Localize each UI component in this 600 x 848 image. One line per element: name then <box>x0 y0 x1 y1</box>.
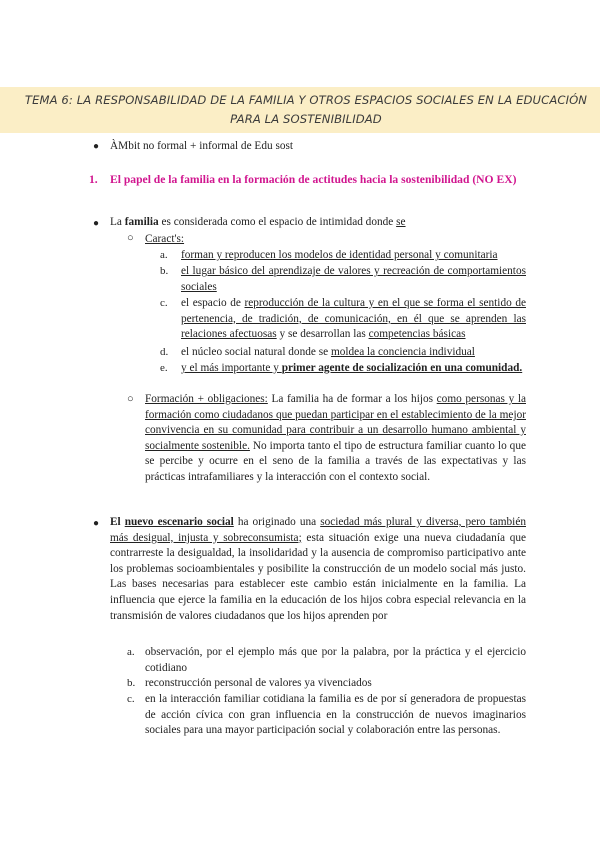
bullet-dot: ● <box>93 141 100 152</box>
item-d-pre: el núcleo social natural donde se <box>181 346 331 358</box>
familia-intro <box>110 215 530 231</box>
item-c-under: reproducción de la cultura y en el que se forma el sentido de pertenencia, de tradición, de comunicación, en él que se aprenden las relaciones afectuosas <box>181 297 526 341</box>
list-label-c: c. <box>160 297 168 309</box>
familia-bold: familia <box>124 216 159 228</box>
list-label-a: a. <box>127 646 135 658</box>
escenario-b1: El <box>110 516 125 528</box>
list-label-b: b. <box>160 265 169 277</box>
list-label-a: a. <box>160 249 168 261</box>
item-c-pre: el espacio de <box>181 297 245 309</box>
escenario-u1: sociedad más plural y diversa, pero también más desigual, injusta y sobreconsumista; <box>110 516 526 544</box>
formacion-paragraph <box>145 392 526 486</box>
formacion-t2: No importa tanto el tipo de estructura familiar cuanto lo que se percibe y ocurre en el seno de la familia a través de las expectativas y las prácticas intrafamiliares y la interacción con el contexto social. <box>145 439 526 483</box>
familia-rest: es considerada como el espacio de intimidad donde <box>158 216 397 228</box>
escenario-item-a: observación, por el ejemplo más que por la palabra, por la práctica y el ejercicio cotidiano <box>145 646 526 674</box>
formacion-label: Formación + obligaciones: <box>145 393 268 405</box>
bullet-dot: ● <box>93 218 100 229</box>
caract-label: Caract's: <box>145 233 185 245</box>
list-label-e: e. <box>160 362 168 374</box>
circle-bullet-icon: ○ <box>127 232 134 244</box>
familia-la: La <box>110 216 125 228</box>
item-c-mid: y se desarrollan las <box>276 328 369 341</box>
page-title: TEMA 6: LA RESPONSABILIDAD DE LA FAMILIA Y OTROS ESPACIOS SOCIALES EN LA EDUCACIÓN PARA LA SOSTENIBILIDAD <box>24 93 588 126</box>
item-e-bold: primer agente de socialización en una comunidad. <box>281 362 523 374</box>
section1-number: 1. <box>89 173 98 186</box>
formacion-t1: La familia ha de formar a los hijos <box>267 393 437 405</box>
familia-item-a: forman y reproducen los modelos de identidad personal y comunitaria <box>181 249 498 261</box>
item-c-under2: competencias básicas <box>368 328 466 341</box>
list-label-b: b. <box>127 677 136 689</box>
circle-bullet-icon: ○ <box>127 393 134 405</box>
section1-heading: El papel de la familia en la formación de actitudes hacia la sostenibilidad (NO EX) <box>110 173 517 186</box>
bullet-dot: ● <box>93 518 100 529</box>
escenario-item-b: reconstrucción personal de valores ya vivenciados <box>145 677 372 689</box>
escenario-t2: esta situación exige una nueva ciudadanía que contrarreste la desigualdad, la insolidaridad y la ausencia de compromiso participativo ante los problemas socioambientales y posibilite la construcción de un modelo social más justo. Las bases necesarias para establecer este cambio están inicialmente en la familia. La influencia que ejerce la familia en la educación de los hijos cobra especial relevancia en la transmisión de valores ciudadanos que los hijos aprenden por <box>110 531 526 622</box>
escenario-paragraph <box>110 515 526 624</box>
familia-se: se <box>396 216 406 228</box>
item-e-pre: y el más importante y <box>181 362 282 374</box>
formacion-u1: como personas y la formación como ciudadanos que puedan participar en el establecimiento de la mejor convivencia en su comunidad para contribuir a un desarrollo humano ambiental y socialmente sostenible. <box>145 393 526 452</box>
familia-item-c <box>181 296 526 343</box>
escenario-t1: ha originado una <box>233 516 321 528</box>
escenario-item-c: en la interacción familiar cotidiana la familia es de por sí generadora de propuestas de acción cívica con gran influencia en la construcción de nuevos imaginarios sociales para una mayor participación social y colaboración entre las personas. <box>145 693 526 737</box>
item-d-under: moldea la conciencia individual <box>330 346 475 358</box>
familia-item-d <box>181 345 526 361</box>
ambit-text: ÀMbit no formal + informal de Edu sost <box>110 140 294 152</box>
list-label-d: d. <box>160 346 169 358</box>
list-label-c: c. <box>127 693 135 705</box>
escenario-b2: nuevo escenario social <box>124 516 234 528</box>
familia-item-b: el lugar básico del aprendizaje de valores y recreación de comportamientos sociales <box>181 265 526 293</box>
familia-item-e <box>181 361 526 377</box>
